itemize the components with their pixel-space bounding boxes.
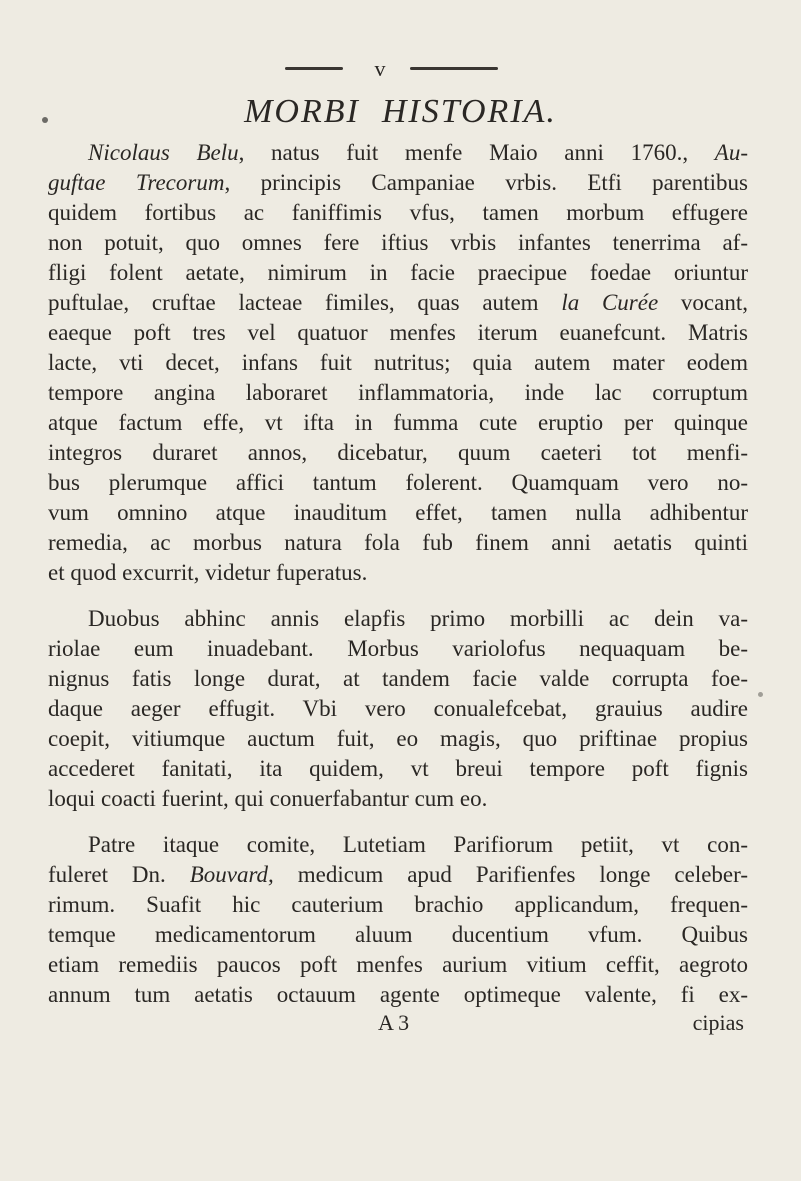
heading-word-historia: HISTORIA. bbox=[381, 93, 557, 130]
heading-word-morbi: MORBI bbox=[244, 93, 360, 130]
text-line: daque aeger effugit. Vbi vero conualefcebat, grauius audire bbox=[48, 696, 748, 721]
place-name-italic: guftae Trecorum bbox=[48, 170, 225, 195]
text-line: annum tum aetatis octauum agente optimeque valente, fi ex- bbox=[48, 982, 748, 1007]
text-line: remedia, ac morbus natura fola fub finem anni aetatis quinti bbox=[48, 530, 748, 555]
text-line: Patre itaque comite, Lutetiam Parifiorum petiit, vt con- bbox=[88, 832, 748, 857]
paragraph-1 bbox=[48, 138, 748, 588]
person-name-italic: Bouvard, bbox=[189, 862, 274, 887]
ink-speck bbox=[758, 692, 763, 697]
text-line: quidem fortibus ac faniffimis vfus, tamen morbum effugere bbox=[48, 200, 748, 225]
text-line: fuleret Dn. Bouvard, medicum apud Parifienfes longe celeber- bbox=[48, 862, 748, 887]
text-line: non potuit, quo omnes fere iftius vrbis infantes tenerrima af- bbox=[48, 230, 748, 255]
text-line: guftae Trecorum, principis Campaniae vrbis. Etfi parentibus bbox=[48, 170, 748, 195]
person-name-italic: Nicolaus Belu bbox=[88, 140, 239, 165]
text-line: atque factum effe, vt ifta in fumma cute eruptio per quinque bbox=[48, 410, 748, 435]
page-footer bbox=[48, 1010, 748, 1036]
text-line: Nicolaus Belu, natus fuit menfe Maio anni 1760., Au- bbox=[88, 140, 748, 165]
text-line: coepit, vitiumque auctum fuit, eo magis, quo priftinae propius bbox=[48, 726, 748, 751]
text-line: etiam remediis paucos poft menfes aurium vitium ceffit, aegroto bbox=[48, 952, 748, 977]
text-line: rimum. Suafit hic cauterium brachio applicandum, frequen- bbox=[48, 892, 748, 917]
page-number: v bbox=[374, 56, 386, 81]
chapter-heading bbox=[0, 92, 801, 132]
ink-speck bbox=[42, 117, 48, 123]
text-line: riolae eum inuadebant. Morbus variolofus nequaquam be- bbox=[48, 636, 748, 661]
body-text bbox=[48, 138, 748, 1036]
catchword: cipias bbox=[692, 1010, 744, 1035]
text-line: Duobus abhinc annis elapfis primo morbilli ac dein va- bbox=[88, 606, 748, 631]
paragraph-2 bbox=[48, 604, 748, 814]
text-line: accederet fanitati, ita quidem, vt breui tempore poft fignis bbox=[48, 756, 748, 781]
text-line: temque medicamentorum aluum ducentium vfum. Quibus bbox=[48, 922, 748, 947]
text-line: fligi folent aetate, nimirum in facie praecipue foedae oriuntur bbox=[48, 260, 748, 285]
text-line: lacte, vti decet, infans fuit nutritus; quia autem mater eodem bbox=[48, 350, 748, 375]
place-name-italic: Au- bbox=[714, 140, 748, 165]
text-line: integros duraret annos, dicebatur, quum caeteri tot menfi- bbox=[48, 440, 748, 465]
text-line: loqui coacti fuerint, qui conuerfabantur cum eo. bbox=[48, 786, 488, 811]
text-line: et quod excurrit, videtur fuperatus. bbox=[48, 560, 368, 585]
text-line: bus plerumque affici tantum folerent. Quamquam vero no- bbox=[48, 470, 748, 495]
text-line: vum omnino atque inauditum effet, tamen nulla adhibentur bbox=[48, 500, 748, 525]
text-line: eaeque poft tres vel quatuor menfes iterum euanefcunt. Matris bbox=[48, 320, 748, 345]
header-rule-left bbox=[285, 67, 343, 70]
french-term-italic: la Curée bbox=[561, 290, 659, 315]
paragraph-3 bbox=[48, 830, 748, 1010]
text-line: puftulae, cruftae lacteae fimiles, quas autem la Curée vocant, bbox=[48, 290, 748, 315]
signature-mark: A 3 bbox=[378, 1010, 410, 1035]
text-line: tempore angina laboraret inflammatoria, inde lac corruptum bbox=[48, 380, 748, 405]
text-line: nignus fatis longe durat, at tandem facie valde corrupta foe- bbox=[48, 666, 748, 691]
header-rule-right bbox=[410, 67, 498, 70]
